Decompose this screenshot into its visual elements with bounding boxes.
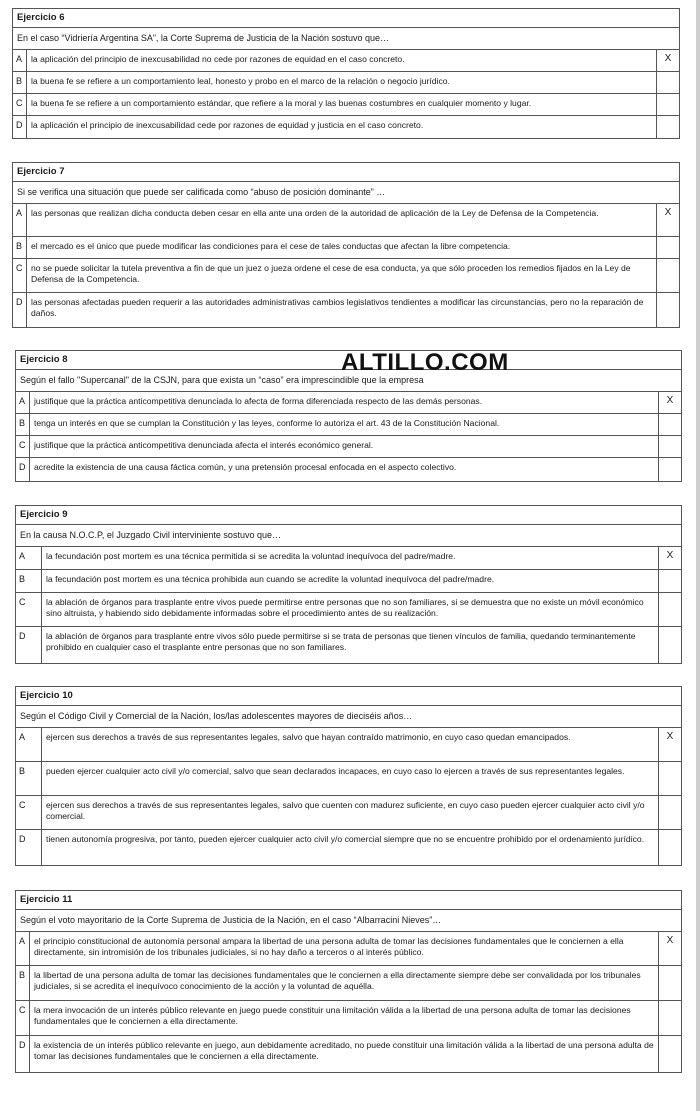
option-letter: A xyxy=(16,932,30,965)
option-letter: B xyxy=(16,966,30,1000)
exercise-title: Ejercicio 10 xyxy=(16,687,681,706)
option-a[interactable] xyxy=(16,547,681,570)
option-text: tenga un interés en que se cumplan la Constitución y las leyes, conforme lo autoriza el art. 43 de la Constitución Nacional. xyxy=(30,414,659,435)
option-c[interactable] xyxy=(16,796,681,830)
option-c[interactable] xyxy=(16,593,681,627)
watermark-logo: ALTILLO.COM xyxy=(341,349,509,376)
answer-mark xyxy=(659,1036,681,1072)
option-text: la buena fe se refiere a un comportamiento leal, honesto y probo en el marco de la relación o negocio jurídico. xyxy=(27,72,657,93)
option-text: la aplicación del principio de inexcusabilidad no cede por razones de equidad en el caso concreto. xyxy=(27,50,657,71)
answer-mark: X xyxy=(666,395,674,406)
answer-mark: X xyxy=(664,53,672,64)
answer-mark xyxy=(657,293,679,327)
option-c[interactable] xyxy=(13,259,679,293)
exercise-title: Ejercicio 11 xyxy=(16,891,681,910)
option-d[interactable] xyxy=(13,293,679,327)
option-text: la existencia de un interés público relevante en juego, aun debidamente acreditado, no puede constituir una limitación válida a la libertad de una persona adulta de tomar las decisiones fundamentales que le conciernen a ella directamente. xyxy=(30,1036,659,1072)
exercise-7 xyxy=(12,162,680,328)
option-c[interactable] xyxy=(13,94,679,116)
option-letter: B xyxy=(16,570,42,592)
answer-mark: X xyxy=(666,550,674,561)
exercise-question: Según el Código Civil y Comercial de la Nación, los/las adolescentes mayores de dieciséis años… xyxy=(16,706,681,728)
option-d[interactable] xyxy=(16,830,681,865)
option-text: ejercen sus derechos a través de sus representantes legales, salvo que cuenten con madurez suficiente, en cuyo caso pueden ejercer cualquier acto civil y/o comercial. xyxy=(42,796,659,829)
option-text: la aplicación el principio de inexcusabilidad cede por razones de equidad y justicia en el caso concreto. xyxy=(27,116,657,138)
option-b[interactable] xyxy=(16,762,681,796)
exercise-title: Ejercicio 7 xyxy=(13,163,679,182)
option-letter: C xyxy=(13,259,27,292)
option-text: ejercen sus derechos a través de sus representantes legales, salvo que hayan contraído matrimonio, en cuyo caso quedan emancipados. xyxy=(42,728,659,761)
option-text: justifique que la práctica anticompetitiva denunciada afecta el interés económico general. xyxy=(30,436,659,457)
option-text: el mercado es el único que puede modificar las condiciones para el cese de tales conductas que afectan la libre competencia. xyxy=(27,237,657,258)
option-d[interactable] xyxy=(13,116,679,138)
option-a[interactable] xyxy=(13,204,679,237)
answer-mark xyxy=(659,436,681,457)
option-text: la ablación de órganos para trasplante entre vivos puede permitirse entre personas que no son familiares, si se demuestra que no existe un móvil económico sino altruista, y habiendo sido debidamente informadas sobre el procedimiento antes de su realización. xyxy=(42,593,659,626)
option-text: pueden ejercer cualquier acto civil y/o comercial, salvo que sean declarados incapaces, en cuyo caso lo ejercen a través de sus representantes legales. xyxy=(42,762,659,795)
option-text: la buena fe se refiere a un comportamiento estándar, que refiere a la moral y las buenas costumbres en cualquier momento y lugar. xyxy=(27,94,657,115)
option-letter: C xyxy=(16,796,42,829)
option-text: la mera invocación de un interés público relevante en juego puede constituir una limitación válida a la libertad de una persona adulta de tomar las decisiones fundamentales que le conciernen a ella directamente. xyxy=(30,1001,659,1035)
answer-mark: X xyxy=(666,731,674,742)
option-letter: A xyxy=(13,204,27,236)
option-letter: C xyxy=(16,1001,30,1035)
option-letter: A xyxy=(16,728,42,761)
option-b[interactable] xyxy=(16,966,681,1001)
option-letter: B xyxy=(16,414,30,435)
option-letter: B xyxy=(13,72,27,93)
answer-mark xyxy=(659,762,681,795)
exercise-question: Según el voto mayoritario de la Corte Suprema de Justicia de la Nación, en el caso “Albarracini Nieves”… xyxy=(16,910,681,932)
answer-mark xyxy=(659,1001,681,1035)
answer-mark xyxy=(659,796,681,829)
option-letter: D xyxy=(16,627,42,663)
answer-mark xyxy=(659,830,681,865)
option-b[interactable] xyxy=(16,570,681,593)
exercise-6 xyxy=(12,8,680,139)
option-text: el principio constitucional de autonomía personal ampara la libertad de una persona adulta de tomar las decisiones fundamentales que le conciernen a ella directamente, sin intromisión de los tribunales judiciales, si no hay daño a terceros o al interés público. xyxy=(30,932,659,965)
exercise-11 xyxy=(15,890,682,1073)
answer-mark: X xyxy=(664,207,672,218)
exercise-question: En el caso “Vidriería Argentina SA”, la Corte Suprema de Justicia de la Nación sostuvo que… xyxy=(13,28,679,50)
option-d[interactable] xyxy=(16,458,681,481)
option-d[interactable] xyxy=(16,1036,681,1072)
option-letter: D xyxy=(16,830,42,865)
option-letter: D xyxy=(13,293,27,327)
option-letter: A xyxy=(16,392,30,413)
answer-mark xyxy=(657,116,679,138)
option-text: las personas afectadas pueden requerir a las autoridades administrativas cambios legislativos tendientes a modificar las circunstancias, pero no la reparación de daños. xyxy=(27,293,657,327)
answer-mark xyxy=(657,72,679,93)
option-text: justifique que la práctica anticompetitiva denunciada lo afecta de forma diferenciada respecto de las demás personas. xyxy=(30,392,659,413)
option-letter: C xyxy=(13,94,27,115)
option-c[interactable] xyxy=(16,1001,681,1036)
answer-mark xyxy=(657,259,679,292)
page-edge xyxy=(696,0,700,1111)
answer-mark xyxy=(657,237,679,258)
answer-mark xyxy=(659,458,681,481)
exercise-title: Ejercicio 6 xyxy=(13,9,679,28)
option-text: la fecundación post mortem es una técnica prohibida aun cuando se acredite la voluntad inequívoca del padre/madre. xyxy=(42,570,659,592)
option-letter: C xyxy=(16,436,30,457)
option-c[interactable] xyxy=(16,436,681,458)
option-b[interactable] xyxy=(16,414,681,436)
option-text: las personas que realizan dicha conducta deben cesar en ella ante una orden de la autoridad de aplicación de la Ley de Defensa de la Competencia. xyxy=(27,204,657,236)
answer-mark xyxy=(657,94,679,115)
option-a[interactable] xyxy=(16,728,681,762)
exercise-9 xyxy=(15,505,682,664)
option-letter: D xyxy=(16,458,30,481)
exercise-question: Según el fallo "Supercanal" de la CSJN, para que exista un “caso” era imprescindible que la empresa xyxy=(16,370,681,392)
exercise-question: Si se verifica una situación que puede ser calificada como “abuso de posición dominante” … xyxy=(13,182,679,204)
option-text: acredite la existencia de una causa fáctica común, y una pretensión procesal enfocada en el aspecto colectivo. xyxy=(30,458,659,481)
option-letter: B xyxy=(13,237,27,258)
answer-mark xyxy=(659,593,681,626)
option-letter: A xyxy=(13,50,27,71)
option-letter: D xyxy=(13,116,27,138)
exercise-title: Ejercicio 8 xyxy=(16,351,681,370)
answer-mark xyxy=(659,966,681,1000)
option-text: la fecundación post mortem es una técnica permitida si se acredita la voluntad inequívoca del padre/madre. xyxy=(42,547,659,569)
answer-mark: X xyxy=(666,935,674,946)
option-text: la libertad de una persona adulta de tomar las decisiones fundamentales que le conciernen a ella directamente siempre debe ser convalidada por los tribunales judiciales, si se acredita el inequívoco conocimiento de la acción y la voluntad de aquélla. xyxy=(30,966,659,1000)
option-a[interactable] xyxy=(16,392,681,414)
option-b[interactable] xyxy=(13,237,679,259)
option-letter: D xyxy=(16,1036,30,1072)
option-letter: A xyxy=(16,547,42,569)
option-text: tienen autonomía progresiva, por tanto, pueden ejercer cualquier acto civil y/o comercial siempre que no se encuentre prohibido por el ordenamiento jurídico. xyxy=(42,830,659,865)
exercise-question: En la causa N.O.C.P, el Juzgado Civil interviniente sostuvo que… xyxy=(16,525,681,547)
option-d[interactable] xyxy=(16,627,681,663)
option-text: no se puede solicitar la tutela preventiva a fin de que un juez o jueza ordene el cese de esa conducta, ya que sólo proceden los remedios fijados en la Ley de Defensa de la Competencia. xyxy=(27,259,657,292)
option-text: la ablación de órganos para trasplante entre vivos sólo puede permitirse si se trata de personas que tienen vínculos de familia, quedando terminantemente prohibido en cualquier caso el trasplante entre personas que no son familiares. xyxy=(42,627,659,663)
answer-mark xyxy=(659,414,681,435)
option-letter: C xyxy=(16,593,42,626)
answer-mark xyxy=(659,570,681,592)
exercise-10 xyxy=(15,686,682,866)
option-b[interactable] xyxy=(13,72,679,94)
option-a[interactable] xyxy=(16,932,681,966)
option-letter: B xyxy=(16,762,42,795)
answer-mark xyxy=(659,627,681,663)
option-a[interactable] xyxy=(13,50,679,72)
exercise-title: Ejercicio 9 xyxy=(16,506,681,525)
